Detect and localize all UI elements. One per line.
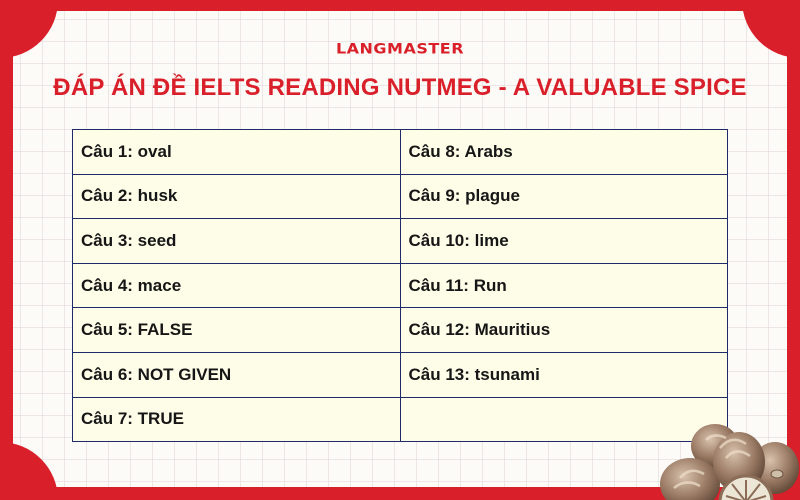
nutmeg-icon (650, 418, 800, 500)
answer-cell: Câu 12: Mauritius (400, 308, 728, 353)
table-row (73, 308, 728, 353)
table-row (73, 130, 728, 175)
answer-table (72, 129, 728, 442)
table-row (73, 397, 728, 442)
answer-cell: Câu 1: oval (73, 130, 401, 175)
table-row (73, 263, 728, 308)
table-row (73, 219, 728, 264)
answer-cell: Câu 11: Run (400, 263, 728, 308)
answer-cell: Câu 3: seed (73, 219, 401, 264)
answer-cell: Câu 10: lime (400, 219, 728, 264)
answer-cell: Câu 6: NOT GIVEN (73, 352, 401, 397)
brand-logo: LANGMASTER (335, 39, 465, 58)
answer-cell: Câu 2: husk (73, 174, 401, 219)
answer-cell: Câu 8: Arabs (400, 130, 728, 175)
table-row (73, 352, 728, 397)
answer-cell: Câu 5: FALSE (73, 308, 401, 353)
answer-cell: Câu 7: TRUE (73, 397, 401, 442)
answer-cell: Câu 9: plague (400, 174, 728, 219)
page-title: ĐÁP ÁN ĐỀ IELTS READING NUTMEG - A VALUABLE SPICE (53, 74, 747, 101)
answer-cell: Câu 4: mace (73, 263, 401, 308)
answer-cell: Câu 13: tsunami (400, 352, 728, 397)
table-row (73, 174, 728, 219)
